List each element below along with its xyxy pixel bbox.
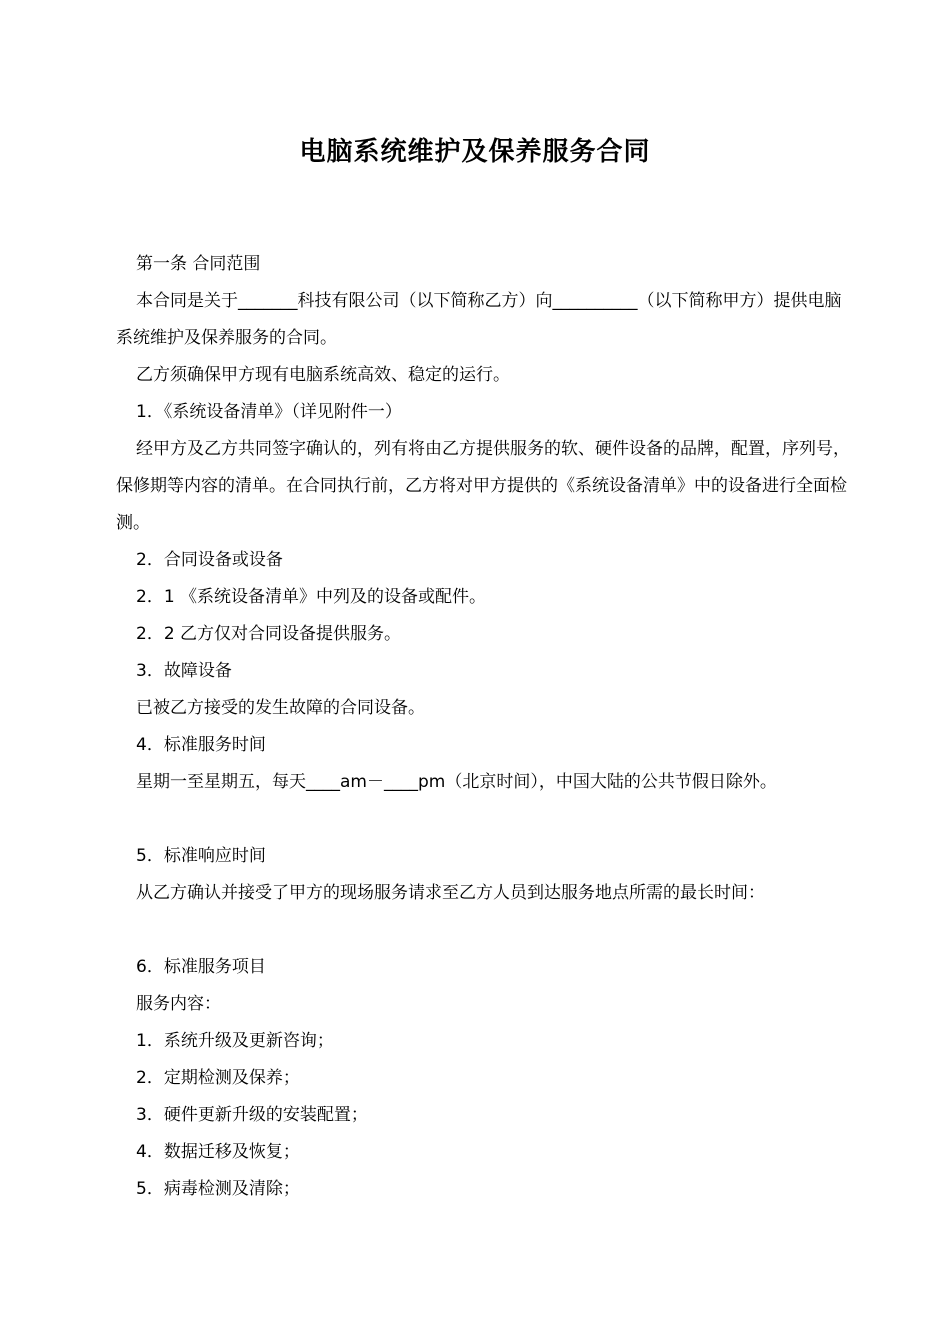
blank-line <box>116 801 850 838</box>
document-title: 电脑系统维护及保养服务合同 <box>299 137 651 167</box>
document-body <box>116 246 850 1208</box>
paragraph-response-time: 从乙方确认并接受了甲方的现场服务请求至乙方人员到达服务地点所需的最长时间： <box>136 883 765 903</box>
subsection-2-1: 2．1 《系统设备清单》中列及的设备或配件。 <box>136 587 487 607</box>
section-heading-1: 1．《系统设备清单》（详见附件一） <box>136 402 402 422</box>
section-heading-3: 3．故障设备 <box>136 661 232 681</box>
section-heading-6: 6．标准服务项目 <box>136 957 266 977</box>
section-heading-5: 5．标准响应时间 <box>136 846 266 866</box>
section-heading-2: 2．合同设备或设备 <box>136 550 283 570</box>
service-item: 2．定期检测及保养； <box>136 1068 300 1088</box>
subsection-2-2: 2．2 乙方仅对合同设备提供服务。 <box>136 624 402 644</box>
service-item: 5．病毒检测及清除； <box>136 1179 300 1199</box>
blank-line <box>116 912 850 949</box>
paragraph-assurance: 乙方须确保甲方现有电脑系统高效、稳定的运行。 <box>136 365 510 385</box>
service-content-label: 服务内容： <box>136 994 221 1014</box>
section-heading-4: 4．标准服务时间 <box>136 735 266 755</box>
paragraph-faulty-equipment: 已被乙方接受的发生故障的合同设备。 <box>136 698 425 718</box>
service-item: 3．硬件更新升级的安装配置； <box>136 1105 368 1125</box>
article-heading: 第一条 合同范围 <box>136 254 261 274</box>
service-item: 1．系统升级及更新咨询； <box>136 1031 334 1051</box>
paragraph-scope: 本合同是关于_______科技有限公司（以下简称乙方）向__________（以下简称甲方）提供电脑系统维护及保养服务的合同。 <box>116 291 842 348</box>
service-item: 4．数据迁移及恢复； <box>136 1142 300 1162</box>
paragraph-service-time: 星期一至星期五，每天____am－____pm（北京时间），中国大陆的公共节假日除外。 <box>136 772 777 792</box>
paragraph-equipment-list: 经甲方及乙方共同签字确认的，列有将由乙方提供服务的软、硬件设备的品牌，配置，序列号，保修期等内容的清单。在合同执行前，乙方将对甲方提供的《系统设备清单》中的设备进行全面检测。 <box>116 439 850 533</box>
